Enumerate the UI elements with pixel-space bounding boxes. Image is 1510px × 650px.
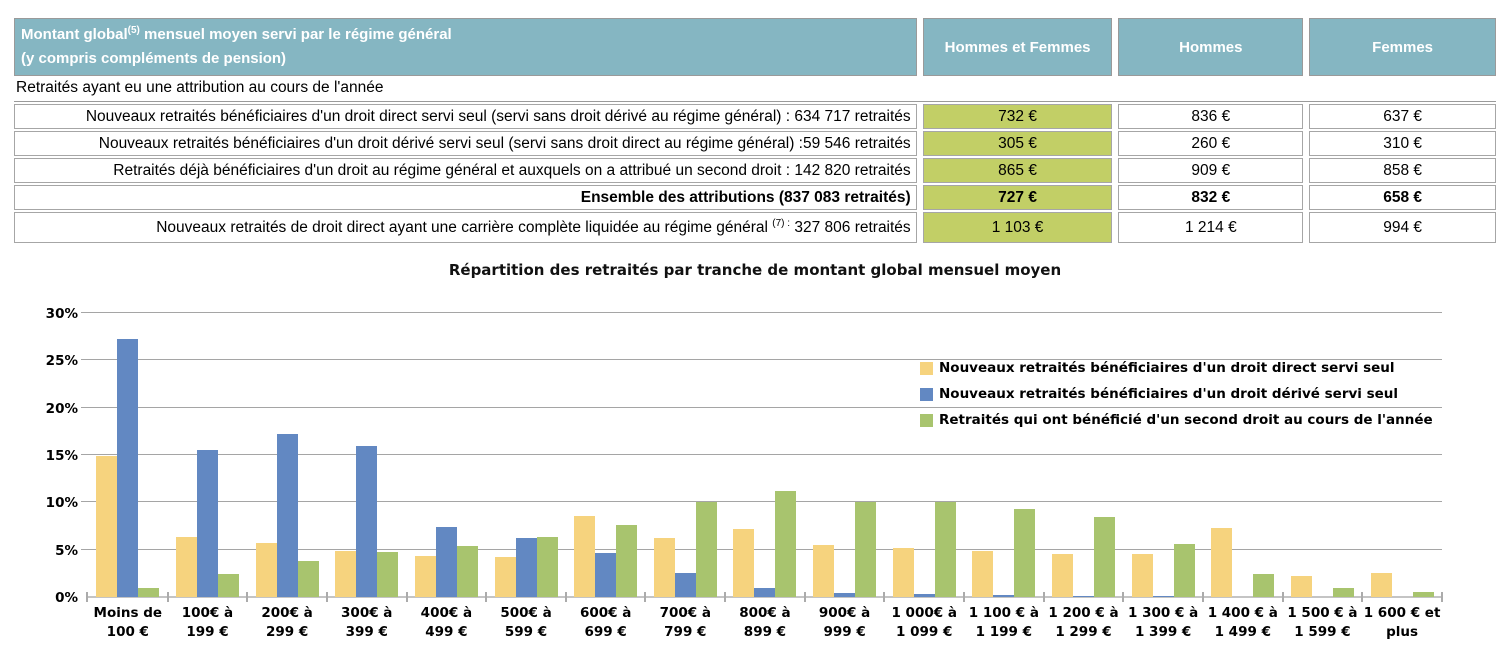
bar-group — [566, 313, 646, 640]
value-cell-femmes: 858 € — [1309, 158, 1496, 183]
x-axis-label-line: 999 € — [823, 624, 866, 640]
bar — [1132, 554, 1153, 597]
column-header-hommes-et-femmes: Hommes et Femmes — [923, 18, 1113, 76]
pension-amounts-table — [8, 16, 1502, 245]
value-cell-femmes: 310 € — [1309, 131, 1496, 156]
legend-item — [920, 412, 1433, 428]
row-label-superscript: (7) : — [772, 217, 791, 229]
column-header-femmes: Femmes — [1309, 18, 1496, 76]
x-axis-label-line: 499 € — [425, 624, 468, 640]
bar-group — [168, 313, 248, 640]
bar — [1333, 588, 1354, 597]
table-title-rest: mensuel moyen servi par le régime général — [139, 26, 452, 43]
x-axis-label-line: 1 500 € à — [1287, 605, 1358, 621]
bar — [834, 593, 855, 597]
bar — [654, 538, 675, 597]
value-cell-hommes: 1 214 € — [1118, 212, 1303, 243]
y-axis-tick-label: 5% — [55, 542, 78, 559]
bar — [1052, 554, 1073, 597]
x-axis-label-line: 1 600 € et — [1363, 605, 1441, 621]
row-label: Nouveaux retraités bénéficiaires d'un droit dérivé servi seul (servi sans droit direct au régime général) :59 546 retraités — [14, 131, 917, 156]
row-label: Retraités déjà bénéficiaires d'un droit au régime général et auxquels on a attribué un second droit : 142 820 retraités — [14, 158, 917, 183]
value-cell-femmes: 994 € — [1309, 212, 1496, 243]
section-label: Retraités ayant eu une attribution au cours de l'année — [14, 78, 1496, 102]
bar-group — [486, 313, 566, 640]
bar — [1153, 596, 1174, 597]
x-axis-label-line: 299 € — [265, 624, 309, 640]
bar-group — [327, 313, 407, 640]
bar-group — [247, 313, 327, 640]
x-axis-label-line: plus — [1386, 624, 1419, 640]
bar-group — [407, 313, 487, 640]
bar — [1291, 576, 1312, 597]
bar — [415, 556, 436, 597]
table-row — [14, 131, 1496, 156]
value-cell-hommes-et-femmes: 732 € — [923, 104, 1113, 129]
x-axis-label-line: 699 € — [584, 624, 627, 640]
bar — [256, 543, 277, 597]
table-title-sup: (5) — [127, 25, 140, 36]
bar — [197, 450, 218, 597]
bar — [1253, 574, 1274, 597]
value-cell-hommes-et-femmes: 727 € — [923, 185, 1113, 210]
table-title-cell — [14, 18, 917, 76]
bar — [96, 456, 117, 597]
legend-swatch-icon — [920, 362, 933, 375]
x-axis-label-line: 899 € — [743, 624, 787, 640]
x-axis-label-line: 1 199 € — [975, 624, 1033, 640]
bar — [277, 434, 298, 597]
chart-title: Répartition des retraités par tranche de montant global mensuel moyen — [448, 261, 1062, 279]
legend-item — [920, 360, 1433, 376]
x-axis-label-line: 1 200 € à — [1048, 605, 1119, 621]
x-axis-label-line: 200€ à — [261, 605, 313, 621]
x-axis-label-line: 100 € — [106, 624, 149, 640]
bar-group — [1044, 313, 1124, 640]
bar — [1211, 528, 1232, 597]
bar-group — [88, 313, 168, 640]
row-label: Nouveaux retraités bénéficiaires d'un droit direct servi seul (servi sans droit dérivé au régime général) : 634 717 retraités — [14, 104, 917, 129]
x-axis-label-line: 400€ à — [420, 605, 473, 621]
y-axis-tick-label: 30% — [45, 306, 78, 322]
bar — [935, 502, 956, 597]
value-cell-hommes: 909 € — [1118, 158, 1303, 183]
x-axis-label-line: 300€ à — [341, 605, 393, 621]
table-row — [14, 104, 1496, 129]
table-row — [14, 185, 1496, 210]
table-row — [14, 212, 1496, 243]
bar — [1094, 517, 1115, 597]
x-axis-label-line: 700€ à — [659, 605, 711, 621]
bar — [356, 446, 377, 597]
bar-group — [1362, 313, 1442, 640]
bar — [176, 537, 197, 597]
bar — [775, 491, 796, 597]
x-axis-label-line: 1 499 € — [1214, 624, 1271, 640]
bar — [893, 548, 914, 597]
bar — [1413, 592, 1434, 597]
bar-group — [884, 313, 964, 640]
value-cell-femmes: 637 € — [1309, 104, 1496, 129]
y-axis-tick-label: 10% — [45, 495, 78, 512]
table-body — [14, 104, 1496, 243]
row-label: Nouveaux retraités de droit direct ayant une carrière complète liquidée au régime général $^{(7) :}$ 327 806 retraités — [14, 212, 917, 243]
bar-group — [725, 313, 805, 640]
bar — [377, 552, 398, 597]
bar-group — [964, 313, 1044, 640]
legend-label: Retraités qui ont bénéficié d'un second droit au cours de l'année — [939, 412, 1433, 428]
table-title-line2: (y compris compléments de pension) — [21, 50, 287, 67]
bar — [457, 546, 478, 597]
legend-item — [920, 386, 1433, 402]
legend-swatch-icon — [920, 388, 933, 401]
value-cell-femmes: 658 € — [1309, 185, 1496, 210]
bar-group — [1123, 313, 1203, 640]
row-label: Ensemble des attributions (837 083 retraités) — [14, 185, 917, 210]
bar — [138, 588, 159, 597]
bar-chart-plot-area — [45, 306, 1442, 640]
x-axis-label-line: 599 € — [504, 624, 548, 640]
x-axis-label-line: 1 300 € à — [1128, 605, 1199, 621]
table-head-body — [14, 18, 1496, 102]
x-axis-label-line: 1 099 € — [896, 624, 953, 640]
value-cell-hommes-et-femmes: 305 € — [923, 131, 1113, 156]
bar — [495, 557, 516, 597]
legend-label: Nouveaux retraités bénéficiaires d'un droit direct servi seul — [939, 360, 1395, 376]
bar — [298, 561, 319, 597]
bar-group — [1283, 313, 1363, 640]
x-axis-label-line: 399 € — [345, 624, 388, 640]
bar — [117, 339, 138, 597]
legend-swatch-icon — [920, 414, 933, 427]
bar — [1371, 573, 1392, 597]
bar-group — [1203, 313, 1283, 640]
value-cell-hommes: 260 € — [1118, 131, 1303, 156]
x-axis-label-line: 1 000€ à — [891, 605, 957, 621]
bar-group — [645, 313, 725, 640]
bar — [914, 594, 935, 597]
x-axis-label-line: 1 599 € — [1294, 624, 1351, 640]
y-axis-tick-label: 20% — [45, 400, 78, 417]
table-title-main: Montant global — [21, 26, 128, 43]
table-row — [14, 158, 1496, 183]
bar — [537, 537, 558, 597]
chart-legend — [920, 360, 1433, 428]
x-axis-label-line: 1 299 € — [1055, 624, 1112, 640]
bar — [754, 588, 775, 597]
value-cell-hommes: 832 € — [1118, 185, 1303, 210]
bar — [813, 545, 834, 597]
x-axis-label-line: Moins de — [93, 605, 163, 621]
x-axis-category-label — [1337, 604, 1467, 642]
bar — [218, 574, 239, 597]
bar — [972, 551, 993, 597]
table-header-row — [14, 18, 1496, 76]
bar-groups — [88, 313, 1442, 640]
value-cell-hommes: 836 € — [1118, 104, 1303, 129]
x-axis-label-line: 1 400 € à — [1207, 605, 1278, 621]
bar — [993, 595, 1014, 597]
x-axis-label-line: 1 399 € — [1134, 624, 1192, 640]
bar — [696, 502, 717, 597]
x-axis-label-line: 1 100 € à — [968, 605, 1039, 621]
y-axis-tick-label: 0% — [55, 590, 78, 606]
x-axis-label-line: 900€ à — [818, 605, 871, 621]
bar — [1073, 596, 1094, 597]
value-cell-hommes-et-femmes: 1 103 € — [923, 212, 1113, 243]
value-cell-hommes-et-femmes: 865 € — [923, 158, 1113, 183]
y-axis-tick-label: 15% — [45, 448, 78, 464]
bar — [855, 502, 876, 597]
y-axis-tick-label: 25% — [45, 353, 78, 370]
column-header-hommes: Hommes — [1118, 18, 1303, 76]
bar — [675, 573, 696, 597]
bar — [574, 516, 595, 597]
bar-group — [805, 313, 885, 640]
bar — [516, 538, 537, 597]
bar — [733, 529, 754, 597]
x-axis-label-line: 800€ à — [739, 605, 791, 621]
bar — [1014, 509, 1035, 597]
x-axis-label-line: 199 € — [186, 624, 229, 640]
legend-label: Nouveaux retraités bénéficiaires d'un droit dérivé servi seul — [939, 386, 1399, 402]
bar — [335, 551, 356, 597]
bar — [1174, 544, 1195, 597]
table-section-row — [14, 78, 1496, 102]
bar — [436, 527, 457, 597]
x-axis-label-line: 500€ à — [500, 605, 552, 621]
x-axis-label-line: 799 € — [664, 624, 707, 640]
x-axis-label-line: 100€ à — [181, 605, 234, 621]
bar — [595, 553, 616, 597]
bar — [616, 525, 637, 597]
x-axis-label-line: 600€ à — [579, 605, 632, 621]
